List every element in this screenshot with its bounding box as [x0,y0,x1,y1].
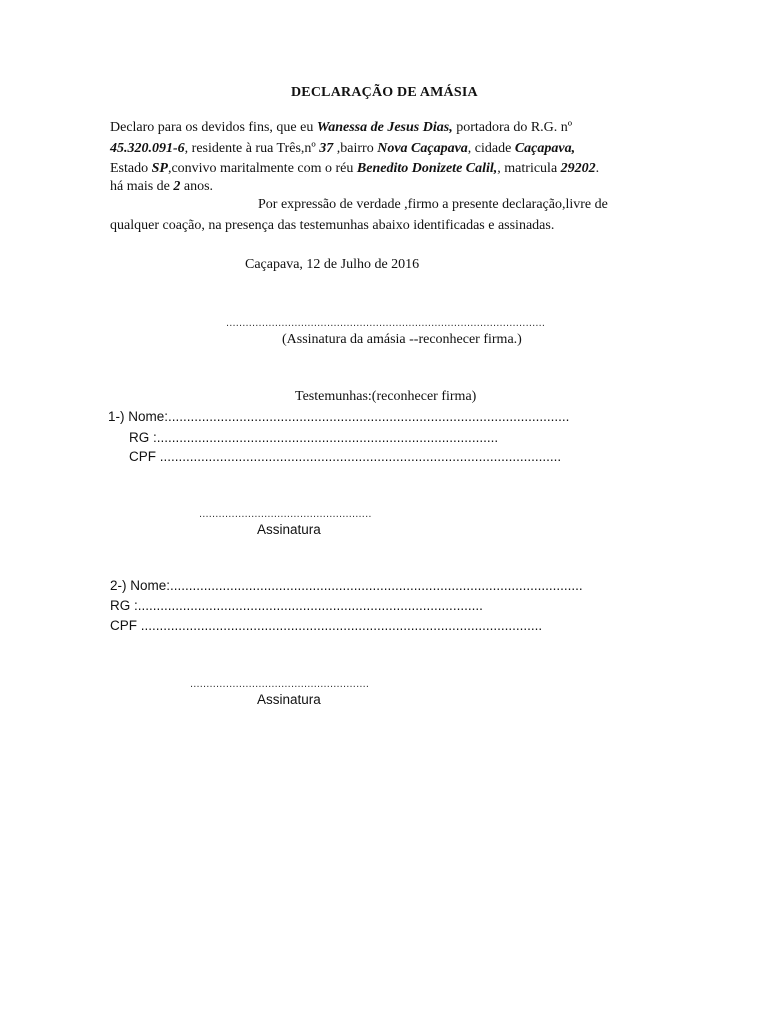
rg-number: 45.320.091-6 [110,141,185,156]
declaration-line-4 [110,178,213,196]
declaration-line-1 [110,119,572,137]
signature-caption: (Assinatura da amásia --reconhecer firma.) [282,332,522,347]
truth-statement-line-1: Por expressão de verdade ,firmo a presente declaração,livre de [258,197,608,212]
witness-2-signature-label: Assinatura [257,692,321,707]
place-date: Caçapava, 12 de Julho de 2016 [245,257,420,272]
house-number: 37 [319,141,334,156]
declaration-line-2 [110,140,575,158]
witness-1-cpf-field: CPF ........................................................................................................... [129,449,562,464]
text-segment: portadora do R.G. nº [452,120,573,135]
text-segment: ,bairro [333,141,378,156]
years-count: 2 [173,179,181,194]
witness-2-rg-field: RG :............................................................................................ [110,598,483,613]
city-name: Caçapava, [514,141,576,156]
witness-1-name-field: 1-) Nome:........................................................................................................... [108,409,570,424]
text-segment: , residente à rua Três,nº [184,141,320,156]
text-segment: anos. [180,179,214,194]
text-segment: . [595,161,600,176]
matricula-number: 29202 [560,161,596,176]
text-segment: Declaro para os devidos fins, que eu [110,120,317,135]
text-segment: ,convivo maritalmente com o réu [167,161,357,176]
declaration-line-3 [110,160,599,178]
witness-2-cpf-field: CPF ........................................................................................................... [110,618,543,633]
text-segment: há mais de [110,179,174,194]
bairro-name: Nova Caçapava [377,141,468,156]
document-title: DECLARAÇÃO DE AMÁSIA [291,85,478,100]
text-segment: , matricula [497,161,561,176]
witness-2-name-field: 2-) Nome:.............................................................................................................. [110,578,583,593]
defendant-name: Benedito Donizete Calil, [356,161,498,176]
declarant-name: Wanessa de Jesus Dias, [316,120,453,135]
witness-1-signature-label: Assinatura [257,522,321,537]
witnesses-title: Testemunhas:(reconhecer firma) [295,389,477,404]
truth-statement-line-2: qualquer coação, na presença das testemunhas abaixo identificadas e assinadas. [110,218,555,233]
text-segment: , cidade [467,141,515,156]
text-segment: Estado [110,161,152,176]
state-name: SP [151,161,168,176]
witness-2-signature-line: ....................................................... [190,678,370,690]
witness-1-signature-line: ..................................................... [199,508,372,520]
signature-line: .................................................................................................. [226,317,546,329]
witness-1-rg-field: RG :........................................................................................... [129,430,499,445]
